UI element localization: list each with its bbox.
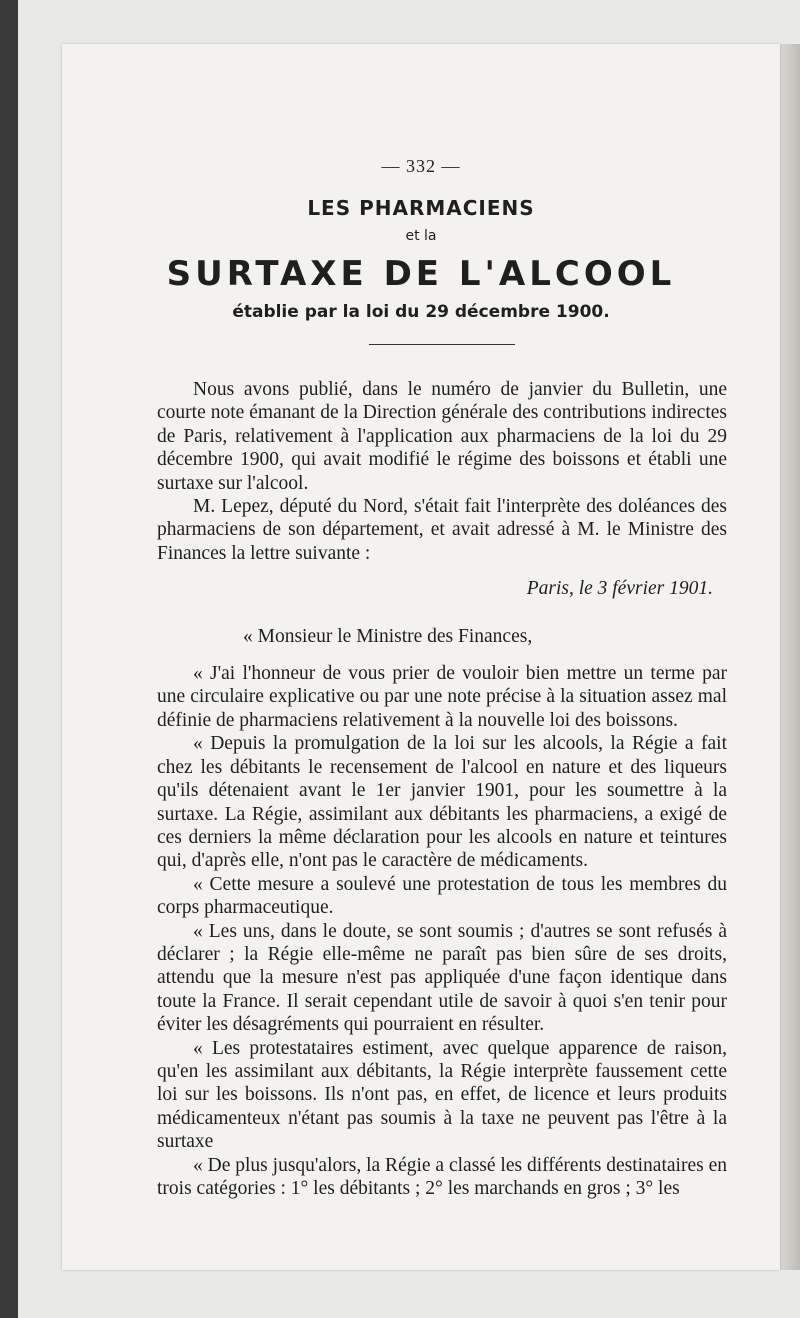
article-body bbox=[157, 378, 727, 1200]
title-divider bbox=[369, 344, 515, 345]
page-number: — 332 — bbox=[381, 156, 461, 176]
page-fold-shadow bbox=[780, 44, 800, 1270]
letter-salutation: « Monsieur le Ministre des Finances, bbox=[243, 625, 533, 647]
title-surtaxe: SURTAXE DE L'ALCOOL bbox=[166, 254, 676, 294]
letter-date: Paris, le 3 février 1901. bbox=[526, 578, 713, 600]
paragraph-2: M. Lepez, député du Nord, s'était fait l'interprète des doléances des pharmaciens de son département, et avait adressé à M. le Ministre des Finances la lettre suivante : bbox=[157, 496, 727, 564]
paragraph-6: « Les uns, dans le doute, se sont soumis ; d'autres se sont refusés à déclarer ; la Régie elle-même ne paraît pas bien sûre de ses droits, attendu que la mesure n'est pas appliquée d'une façon identique dans toute la France. Il serait cependant utile de savoir à quoi s'en tenir pour éviter les désagréments qui pourraient en résulter. bbox=[157, 920, 727, 1036]
paragraph-7: « Les protestataires estiment, avec quelque apparence de raison, qu'en les assimilant aux débitants, la Régie interprète faussement cette loi sur les boissons. Ils n'ont pas, en effet, de licence et leurs produits médicamenteux n'étant pas soumis à la taxe ne peuvent pas l'être à la surtaxe bbox=[157, 1037, 727, 1153]
title-subtitle: établie par la loi du 29 décembre 1900. bbox=[232, 302, 610, 322]
paragraph-4: « Depuis la promulgation de la loi sur les alcools, la Régie a fait chez les débitants le recensement de l'alcool en nature et des liqueurs qu'ils détenaient avant le 1er janvier 1901, pour les soumettre à la surtaxe. La Régie, assimilant aux débitants les pharmaciens, a exigé de ces derniers la même déclaration pour les alcools en nature et teintures qui, d'après elle, n'ont pas le caractère de médicaments. bbox=[157, 733, 727, 872]
paragraph-3: « J'ai l'honneur de vous prier de vouloir bien mettre un terme par une circulaire explicative ou par une note précise à la situation assez mal définie de pharmaciens relativement à la nouvelle loi des boissons. bbox=[157, 663, 727, 731]
title-conjunction: et la bbox=[405, 228, 437, 244]
scan-left-edge bbox=[0, 0, 18, 1318]
document-page bbox=[62, 44, 780, 1270]
title-pharmaciens: LES PHARMACIENS bbox=[307, 196, 535, 220]
paragraph-5: « Cette mesure a soulevé une protestation de tous les membres du corps pharmaceutique. bbox=[157, 873, 727, 919]
paragraph-8: « De plus jusqu'alors, la Régie a classé les différents destinataires en trois catégories : 1° les débitants ; 2° les marchands en gros ; 3° les bbox=[157, 1154, 727, 1199]
paragraph-1: Nous avons publié, dans le numéro de janvier du Bulletin, une courte note émanant de la Direction générale des contributions indirectes de Paris, relativement à l'application aux pharmaciens de la loi du 29 décembre 1900, qui avait modifié le régime des boissons et établi une surtaxe sur l'alcool. bbox=[157, 379, 727, 494]
